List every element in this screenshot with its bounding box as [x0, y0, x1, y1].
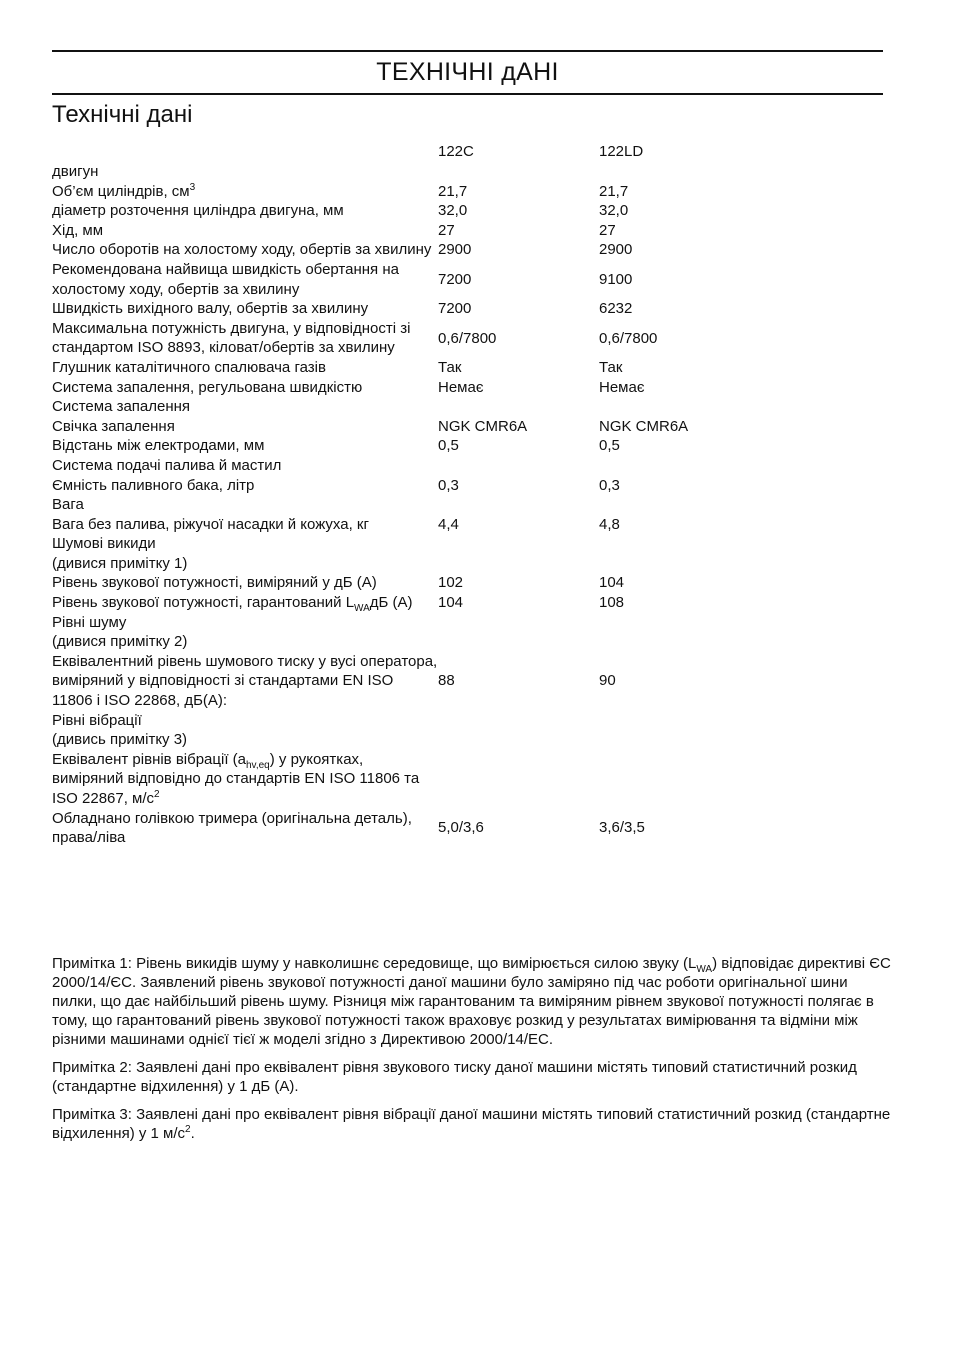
- spec-label-sup: 3: [189, 181, 196, 193]
- spec-label: [52, 711, 438, 731]
- table-row: [52, 397, 882, 417]
- spec-value-122c: [438, 534, 599, 554]
- spec-label: [52, 809, 438, 848]
- spec-label: [52, 358, 438, 378]
- spec-label: [52, 397, 438, 417]
- spec-value-122c: 32,0: [438, 202, 468, 220]
- note-3-text: Примітка 3: Заявлені дані про еквівалент рівня вібрації даної машини містять типовий статистичний розкид (стандартне відхилення) у 1 м/с: [52, 1106, 891, 1142]
- table-row: [52, 711, 882, 731]
- spec-value-122c: Так: [438, 358, 462, 376]
- spec-label: [52, 201, 438, 221]
- spec-value-122c: 102: [438, 574, 464, 592]
- table-row: [52, 221, 882, 241]
- spec-label-label: Швидкість вихідного валу, обертів за хвилину: [52, 300, 369, 318]
- spec-label-sup-after: 2: [154, 789, 160, 800]
- note-1-subscript: WA: [696, 964, 713, 975]
- spec-value-122c: [438, 495, 599, 515]
- spec-label-label: (дивися примітку 2): [52, 633, 188, 651]
- spec-value-122c: 2900: [438, 241, 472, 259]
- spec-value-122c: 0,5: [438, 437, 459, 455]
- note-2: Примітка 2: Заявлені дані про еквівалент рівня звукового тиску даної машини містять типовий статистичний розкид (стандартне відхилення) у 1 дБ (A).: [52, 1059, 857, 1095]
- spec-label: [52, 299, 438, 319]
- spec-value-122c: 5,0/3,6: [438, 819, 484, 837]
- table-row: [52, 809, 882, 848]
- spec-label: [52, 613, 438, 633]
- title-underline: [52, 93, 883, 95]
- spec-value-122ld: [599, 534, 882, 554]
- spec-label-label-after: дБ (A): [369, 594, 413, 612]
- spec-label-label: Система запалення, регульована швидкістю: [52, 378, 363, 396]
- spec-label-label: Рівень звукової потужності, виміряний у дБ (A): [52, 574, 377, 592]
- spec-value-122c: [438, 397, 599, 417]
- spec-label-label: двигун: [52, 163, 99, 180]
- note-1: [52, 954, 892, 1049]
- spec-value-122ld: 6232: [599, 300, 633, 318]
- spec-value-122c: 27: [438, 221, 455, 239]
- spec-value-122c: 0,3: [438, 476, 459, 494]
- spec-value-122ld: [599, 711, 882, 731]
- spec-label-label: Число оборотів на холостому ходу, обертів за хвилину: [52, 241, 432, 259]
- spec-label: [52, 554, 438, 574]
- spec-value-122ld: 9100: [599, 270, 633, 288]
- spec-label: [52, 436, 438, 456]
- spec-label: [52, 730, 438, 750]
- spec-value-122c: [438, 750, 599, 809]
- spec-label: [52, 593, 438, 613]
- spec-value-122c: 4,4: [438, 515, 459, 533]
- spec-table-body: [52, 142, 882, 848]
- spec-value-122ld: [599, 495, 882, 515]
- spec-label-label: Максимальна потужність двигуна, у відповідності зі стандартом ISO 8893, кіловат/обертів за хвилину: [52, 319, 411, 357]
- spec-label-label: Система запалення: [52, 398, 191, 416]
- note-1-text: Примітка 1: Рівень викидів шуму у навколишнє середовище, що вимірюється силою звуку (L: [52, 955, 697, 972]
- spec-label-sub: hv,eq: [246, 759, 270, 771]
- spec-value-122c: [438, 711, 599, 731]
- spec-label-label: (дивися примітку 1): [52, 554, 188, 572]
- spec-value-122c: Немає: [438, 378, 484, 396]
- table-row: [52, 162, 882, 182]
- spec-value-122ld: [599, 750, 882, 809]
- table-header-row: [52, 142, 882, 162]
- table-row: [52, 182, 882, 202]
- spec-label: [52, 182, 438, 202]
- spec-value-122ld: [599, 397, 882, 417]
- table-row: [52, 495, 882, 515]
- table-row: [52, 201, 882, 221]
- table-row: [52, 378, 882, 398]
- table-row: [52, 299, 882, 319]
- spec-label-label: Шумові викиди: [52, 535, 156, 553]
- spec-value-122ld: [599, 730, 882, 750]
- table-row: [52, 573, 882, 593]
- spec-value-122ld: 3,6/3,5: [599, 819, 645, 837]
- spec-value-122ld: 90: [599, 672, 616, 690]
- table-row: [52, 750, 882, 809]
- spec-value-122ld: [599, 613, 882, 633]
- spec-label-label: Рівні вібрації: [52, 711, 142, 729]
- table-row: [52, 554, 882, 574]
- spec-value-122ld: [599, 456, 882, 476]
- spec-label: [52, 632, 438, 652]
- spec-value-122ld: [599, 554, 882, 574]
- spec-label-label: Рівень звукової потужності, гарантований L: [52, 594, 355, 612]
- spec-label-label-after: ) у рукоятках, виміряний відповідно до стандартів EN ISO 11806 та ISO 22867, м/с: [52, 750, 420, 807]
- spec-value-122c: 104: [438, 594, 464, 612]
- spec-label-sub: WA: [354, 603, 370, 615]
- page-title: ТЕХНІЧНІ дАНІ: [376, 58, 559, 86]
- spec-value-122ld: 0,3: [599, 476, 620, 494]
- spec-value-122ld: 32,0: [599, 202, 629, 220]
- spec-label-label: Глушник каталітичного спалювача газів: [52, 358, 326, 376]
- spec-label: [52, 573, 438, 593]
- table-row: [52, 319, 882, 358]
- note-3: [52, 1105, 892, 1143]
- table-row: [52, 417, 882, 437]
- spec-value-122ld: 0,5: [599, 437, 620, 455]
- spec-label: [52, 456, 438, 476]
- spec-label-label: Вага: [52, 496, 84, 514]
- spec-label-label: Свічка запалення: [52, 417, 175, 435]
- spec-label: [52, 162, 438, 182]
- spec-label: [52, 221, 438, 241]
- table-row: [52, 436, 882, 456]
- spec-label: [52, 240, 438, 260]
- table-row: [52, 456, 882, 476]
- section-title: Технічні дані: [52, 101, 193, 128]
- spec-value-122ld: 104: [599, 574, 625, 592]
- spec-label-label: Система подачі палива й мастил: [52, 456, 282, 474]
- spec-label: [52, 378, 438, 398]
- spec-value-122ld: 4,8: [599, 515, 620, 533]
- spec-label-label: Еквівалент рівнів вібрації (a: [52, 750, 246, 768]
- spec-value-122c: [438, 632, 599, 652]
- spec-value-122c: 7200: [438, 270, 472, 288]
- column-header-122c: 122C: [438, 143, 474, 160]
- table-row: [52, 534, 882, 554]
- spec-label: [52, 260, 438, 299]
- table-row: [52, 652, 882, 711]
- spec-value-122c: 7200: [438, 300, 472, 318]
- spec-label-label: Ємність паливного бака, літр: [52, 476, 255, 494]
- spec-value-122c: 21,7: [438, 182, 468, 200]
- spec-label: [52, 476, 438, 496]
- note-3-superscript: 2: [185, 1124, 191, 1135]
- spec-table: [52, 142, 882, 848]
- spec-value-122c: [438, 456, 599, 476]
- table-row: [52, 632, 882, 652]
- spec-label-label: Еквівалентний рівень шумового тиску у вусі оператора, виміряний у відповідності зі стандартами EN ISO 11806 і ISO 22868, дБ(A):: [52, 652, 438, 710]
- spec-value-122c: [438, 554, 599, 574]
- spec-value-122ld: Так: [599, 358, 623, 376]
- header-blank-cell: [52, 142, 438, 162]
- table-row: [52, 358, 882, 378]
- spec-label: [52, 417, 438, 437]
- spec-label: [52, 319, 438, 358]
- spec-value-122ld: [599, 162, 882, 182]
- spec-value-122c: 88: [438, 672, 455, 690]
- spec-value-122ld: [599, 632, 882, 652]
- note-3-text-end: .: [190, 1125, 195, 1142]
- spec-value-122c: [438, 613, 599, 633]
- spec-value-122ld: 108: [599, 594, 625, 612]
- spec-label-label: діаметр розточення циліндра двигуна, мм: [52, 202, 344, 220]
- table-row: [52, 613, 882, 633]
- table-row: [52, 730, 882, 750]
- spec-label-label: (дивись примітку 3): [52, 731, 188, 749]
- spec-label-label: Об’єм циліндрів, см: [52, 182, 190, 200]
- spec-value-122c: [438, 162, 599, 182]
- spec-label-label: Рекомендована найвища швидкість обертання на холостому ходу, обертів за хвилину: [52, 260, 399, 298]
- spec-label: [52, 515, 438, 535]
- column-header-122ld: 122LD: [599, 143, 644, 160]
- spec-label: [52, 652, 438, 711]
- spec-value-122c: 0,6/7800: [438, 329, 497, 347]
- spec-label-label: Обладнано голівкою тримера (оригінальна деталь), права/ліва: [52, 809, 412, 847]
- notes-section: [52, 954, 892, 1152]
- table-row: [52, 260, 882, 299]
- table-row: [52, 515, 882, 535]
- spec-label-label: Рівні шуму: [52, 613, 127, 631]
- spec-value-122c: [438, 730, 599, 750]
- spec-value-122ld: 27: [599, 221, 616, 239]
- spec-label-label: Хід, мм: [52, 221, 104, 239]
- spec-label-label: Відстань між електродами, мм: [52, 437, 265, 455]
- spec-value-122ld: 21,7: [599, 182, 629, 200]
- table-row: [52, 593, 882, 613]
- spec-value-122ld: Немає: [599, 378, 645, 396]
- spec-label: [52, 495, 438, 515]
- spec-value-122ld: 2900: [599, 241, 633, 259]
- table-row: [52, 476, 882, 496]
- spec-value-122c: NGK CMR6A: [438, 417, 528, 435]
- spec-value-122ld: NGK CMR6A: [599, 417, 689, 435]
- spec-value-122ld: 0,6/7800: [599, 329, 658, 347]
- table-row: [52, 240, 882, 260]
- spec-label-label: Вага без палива, ріжучої насадки й кожуха, кг: [52, 515, 369, 533]
- top-rule: [52, 50, 883, 52]
- spec-label: [52, 534, 438, 554]
- note-1-text-cont: ) відповідає директиві ЄС 2000/14/ЄС. Заявлений рівень звукової потужності даної машини було заміряно під час роботи оригінальної шини пилки, що дає найбільший рівень шуму. Різниця між гарантованим та виміряним рівнем звукової потужності полягає в тому, що гарантований рівень звукової потужності також враховує розкид у результатах вимірювання та відміни між різними машинами однієї тієї ж моделі згідно з Директивою 2000/14/ЕС.: [52, 955, 891, 1048]
- spec-label: [52, 750, 438, 809]
